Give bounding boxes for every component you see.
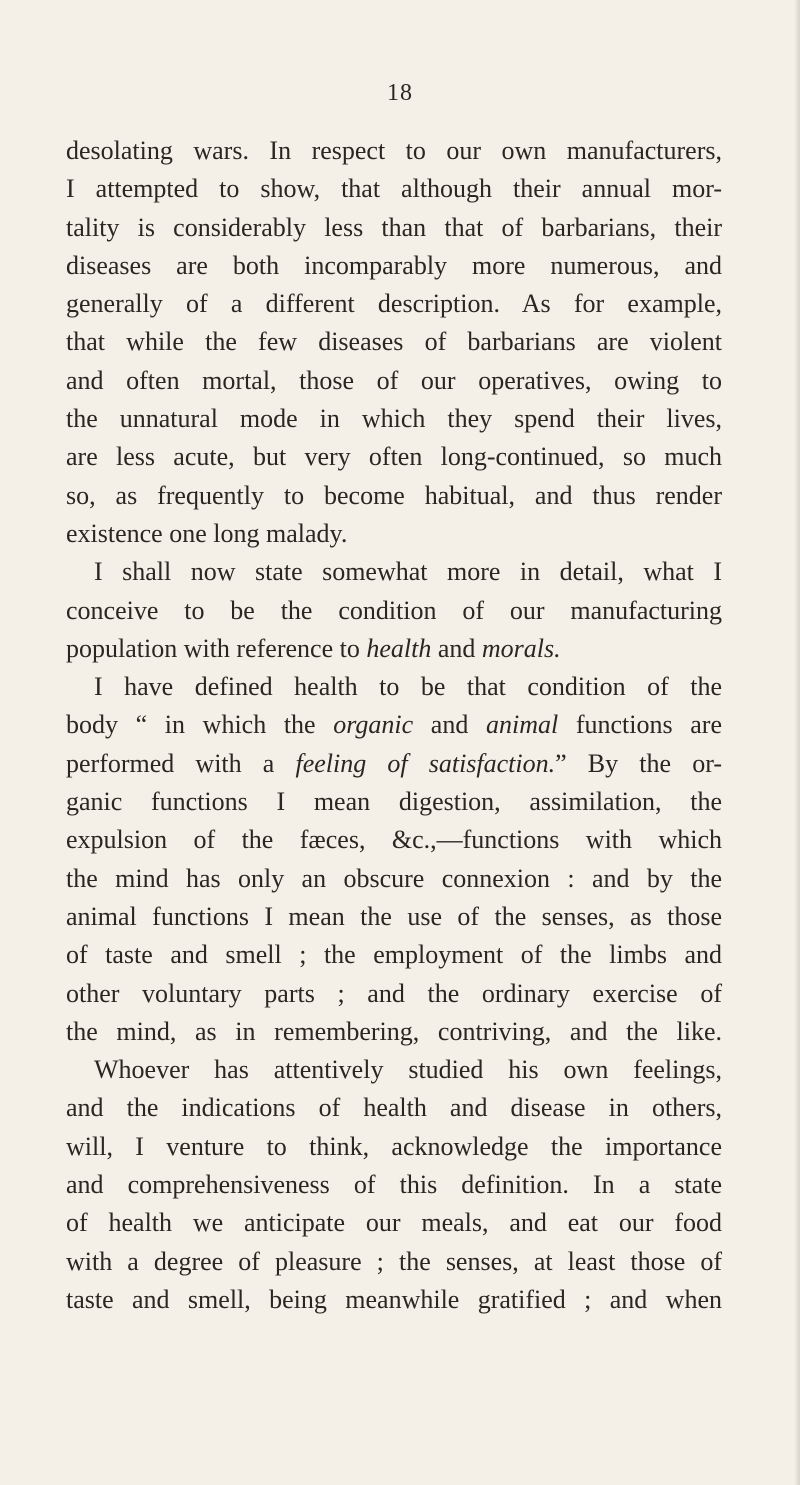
- text-segment: the mind has only an obscure connexion : and by the: [66, 863, 722, 893]
- text-segment: I have defined health to be that condition of the: [94, 672, 722, 702]
- text-line: [66, 706, 722, 744]
- text-line: [66, 783, 722, 821]
- text-segment: body “ in which the: [66, 710, 334, 740]
- text-line: [66, 477, 722, 515]
- text-line: [66, 170, 722, 208]
- text-segment: and the indications of health and disease in others,: [66, 1093, 722, 1123]
- text-segment: the mind, as in remembering, contriving, and the like.: [66, 1016, 722, 1046]
- text-segment: population with reference to: [66, 633, 367, 663]
- text-segment: functions are: [558, 710, 722, 740]
- text-line: [66, 1013, 722, 1051]
- text-segment: will, I venture to think, acknowledge the importance: [66, 1131, 722, 1161]
- text-line: [66, 898, 722, 936]
- text-segment: existence one long malady.: [66, 518, 348, 548]
- text-segment: conceive to be the condition of our manufacturing: [66, 595, 722, 625]
- text-segment: so, as frequently to become habitual, and thus render: [66, 480, 722, 510]
- text-line: [66, 1089, 722, 1127]
- text-segment: desolating wars. In respect to our own manufacturers,: [66, 136, 722, 165]
- text-segment: that while the few diseases of barbarians are violent: [66, 327, 722, 357]
- text-line: [66, 400, 722, 438]
- italic-text: animal: [485, 710, 559, 740]
- text-line: [66, 209, 722, 247]
- text-segment: and often mortal, those of our operatives, owing to: [66, 365, 722, 395]
- text-line: [66, 630, 722, 668]
- page-edge-shadow: [794, 0, 800, 1485]
- italic-text: feeling of satisfaction.: [295, 748, 556, 778]
- text-segment: Whoever has attentively studied his own feelings,: [94, 1055, 722, 1085]
- text-segment: with a degree of pleasure ; the senses, at least those of: [66, 1246, 722, 1276]
- text-line: [66, 1128, 722, 1166]
- text-segment: and: [431, 633, 482, 663]
- italic-text: morals.: [481, 633, 561, 663]
- text-line: [66, 936, 722, 974]
- text-line: [66, 132, 722, 170]
- text-line: [66, 592, 722, 630]
- text-line: [66, 1243, 722, 1281]
- text-segment: I attempted to show, that although their annual mor-: [66, 174, 722, 204]
- text-segment: of taste and smell ; the employment of the limbs and: [66, 940, 722, 970]
- text-line: [66, 553, 722, 591]
- text-segment: generally of a different description. As for example,: [66, 289, 722, 319]
- text-segment: tality is considerably less than that of barbarians, their: [66, 212, 722, 242]
- text-line: [66, 1204, 722, 1242]
- text-segment: I shall now state somewhat more in detail, what I: [94, 557, 722, 587]
- text-line: [66, 668, 722, 706]
- text-segment: animal functions I mean the use of the senses, as those: [66, 901, 722, 931]
- text-line: [66, 745, 722, 783]
- body-text: [66, 132, 722, 1319]
- text-line: [66, 1051, 722, 1089]
- text-segment: and: [413, 710, 486, 740]
- text-segment: performed with a: [66, 748, 296, 778]
- text-segment: the unnatural mode in which they spend their lives,: [66, 404, 722, 434]
- text-segment: are less acute, but very often long-continued, so much: [66, 442, 722, 472]
- text-segment: expulsion of the fæces, &c.,—functions with which: [66, 825, 722, 855]
- text-line: [66, 1281, 722, 1319]
- text-line: [66, 438, 722, 476]
- text-line: [66, 1166, 722, 1204]
- text-line: [66, 285, 722, 323]
- italic-text: organic: [333, 710, 414, 740]
- text-segment: and comprehensiveness of this definition. In a state: [66, 1170, 722, 1200]
- text-line: [66, 362, 722, 400]
- text-segment: ” By the or-: [555, 748, 722, 778]
- page-number: 18: [387, 80, 413, 106]
- text-line: [66, 323, 722, 361]
- text-line: [66, 247, 722, 285]
- italic-text: health: [366, 633, 432, 663]
- text-segment: ganic functions I mean digestion, assimilation, the: [66, 787, 722, 817]
- text-segment: taste and smell, being meanwhile gratified ; and when: [66, 1284, 722, 1314]
- text-line: [66, 821, 722, 859]
- text-segment: other voluntary parts ; and the ordinary exercise of: [66, 978, 722, 1008]
- text-line: [66, 515, 722, 553]
- text-segment: diseases are both incomparably more numerous, and: [66, 250, 722, 280]
- text-line: [66, 860, 722, 898]
- text-segment: of health we anticipate our meals, and eat our food: [66, 1208, 722, 1238]
- text-line: [66, 975, 722, 1013]
